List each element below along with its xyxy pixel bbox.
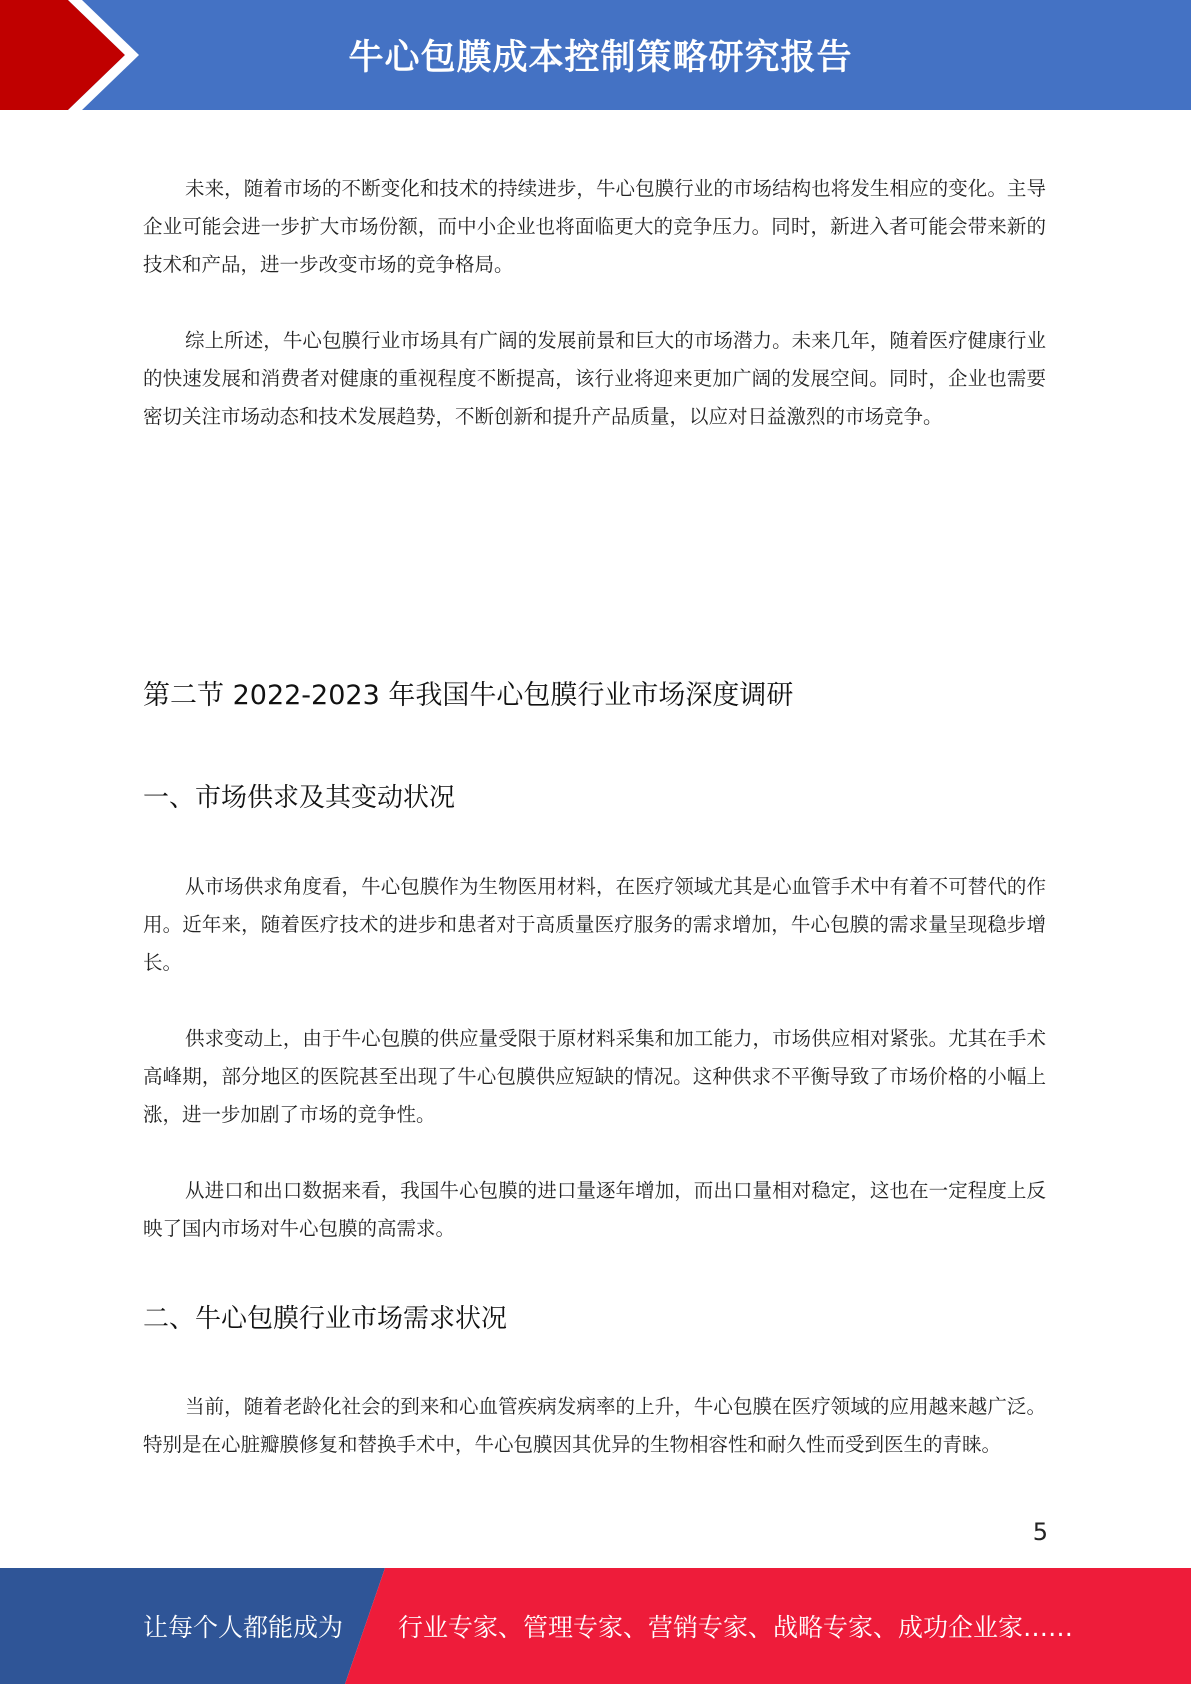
subsection1-paragraph-1: [143, 868, 1046, 982]
paragraph: 从进口和出口数据来看，我国牛心包膜的进口量逐年增加，而出口量相对稳定，这也在一定程度上反映了国内市场对牛心包膜的高需求。: [143, 1179, 1046, 1240]
footer-slogan-left: 让每个人都能成为: [143, 1613, 344, 1642]
page-number: 5: [1032, 1518, 1048, 1546]
header-bar: [0, 0, 1191, 110]
subsection1-paragraph-3: [143, 1172, 1046, 1248]
paragraph: 供求变动上，由于牛心包膜的供应量受限于原材料采集和加工能力，市场供应相对紧张。尤其在手术高峰期，部分地区的医院甚至出现了牛心包膜供应短缺的情况。这种供求不平衡导致了市场价格的小幅上涨，进一步加剧了市场的竞争性。: [143, 1027, 1046, 1126]
subsection2-paragraph-1: [143, 1388, 1046, 1464]
paragraph: 未来，随着市场的不断变化和技术的持续进步，牛心包膜行业的市场结构也将发生相应的变化。主导企业可能会进一步扩大市场份额，而中小企业也将面临更大的竞争压力。同时，新进入者可能会带来新的技术和产品，进一步改变市场的竞争格局。: [143, 177, 1046, 276]
paragraph: 从市场供求角度看，牛心包膜作为生物医用材料，在医疗领域尤其是心血管手术中有着不可替代的作用。近年来，随着医疗技术的进步和患者对于高质量医疗服务的需求增加，牛心包膜的需求量呈现稳步增长。: [143, 875, 1046, 974]
paragraph: 综上所述，牛心包膜行业市场具有广阔的发展前景和巨大的市场潜力。未来几年，随着医疗健康行业的快速发展和消费者对健康的重视程度不断提高，该行业将迎来更加广阔的发展空间。同时，企业也需要密切关注市场动态和技术发展趋势，不断创新和提升产品质量，以应对日益激烈的市场竞争。: [143, 329, 1046, 428]
footer-bar: [0, 1568, 1191, 1684]
report-title: 牛心包膜成本控制策略研究报告: [348, 38, 853, 78]
subsection-title-1: 一、市场供求及其变动状况: [143, 783, 456, 813]
subsection-title-2: 二、牛心包膜行业市场需求状况: [143, 1304, 508, 1334]
paragraph: 当前，随着老龄化社会的到来和心血管疾病发病率的上升，牛心包膜在医疗领域的应用越来越广泛。特别是在心脏瓣膜修复和替换手术中，牛心包膜因其优异的生物相容性和耐久性而受到医生的青睐。: [143, 1395, 1046, 1456]
intro-paragraph-1: [143, 170, 1046, 284]
section-title: 第二节 2022-2023 年我国牛心包膜行业市场深度调研: [143, 680, 794, 711]
subsection1-paragraph-2: [143, 1020, 1046, 1134]
footer-slogan-right: 行业专家、管理专家、营销专家、战略专家、成功企业家……: [398, 1613, 1074, 1642]
intro-paragraph-2: [143, 322, 1046, 436]
